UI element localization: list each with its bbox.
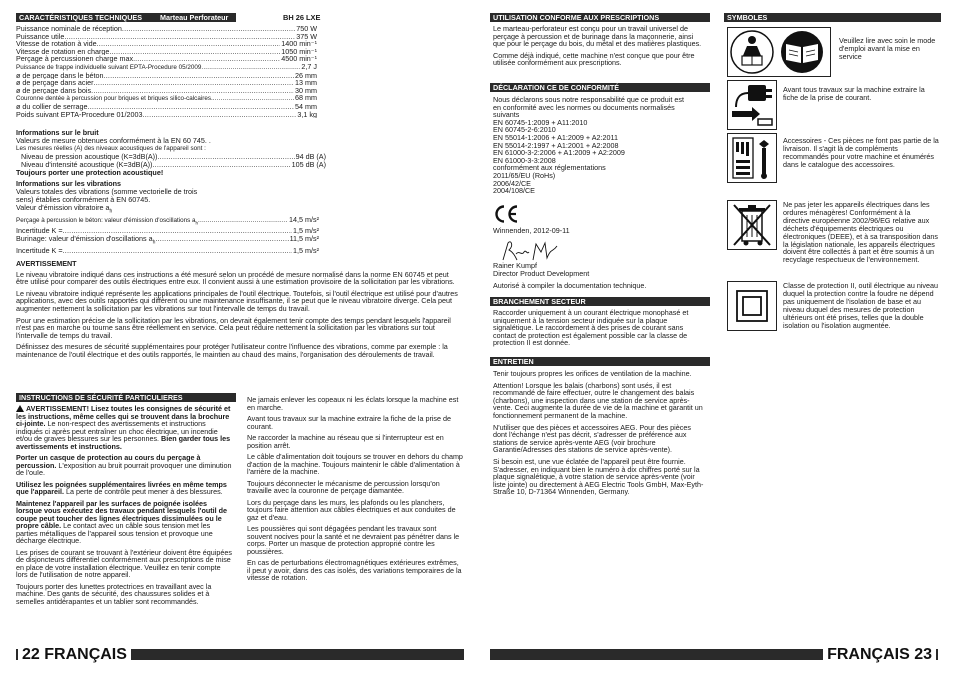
- conformity-line: EN 60745-1:2009 + A11:2010: [493, 117, 588, 127]
- spec-label: Puissance de frappe individuelle suivant EPTA-Procedure 05/2009: [16, 63, 202, 71]
- safety-paragraph: Porter un casque de protection au cours du perçage à percussion. L'exposition au bruit pourrait provoquer une diminution de l'ouïe.: [16, 453, 232, 477]
- spec-label: Poids suivant EPTA-Procedure 01/2003: [16, 110, 143, 119]
- conformity-line: EN 60745-2-6:2010: [493, 125, 556, 135]
- signatory: [493, 262, 707, 290]
- usage-paragraph: Le marteau-perforateur est conçu pour un travail universel de perçage à percussion et de burinage dans la maçonnerie, ainsi que pour le perçage du bois, du métal et des matières plastiques.: [493, 24, 702, 49]
- spec-value: 13 mm: [295, 79, 317, 87]
- safety-paragraph: Le câble d'alimentation doit toujours se trouver en dehors du champ d'action de la machine. Toujours maintenir le câble d'alimentation à l'arrière de la machine.: [247, 452, 463, 476]
- safety-paragraph: En cas de perturbations électromagnétiques extérieures extrêmes, il peut y avoir, dans des cas isolés, des variations temporaires de la vitesse de rotation.: [247, 558, 462, 582]
- usage-section: [493, 25, 705, 71]
- spec-value: 1400 min⁻¹: [281, 40, 317, 48]
- safety-paragraph: Avant tous travaux sur la machine extraire la fiche de la prise de courant.: [247, 414, 452, 431]
- safety-column-1: [16, 405, 233, 609]
- conformity-line: conformément aux réglementations: [493, 163, 606, 173]
- page-language: FRANÇAIS: [827, 646, 910, 663]
- safety-paragraph: Ne raccorder la machine au réseau que si l'interrupteur est en position arrêt.: [247, 433, 444, 450]
- conformity-line: 2006/42/CE: [493, 178, 531, 188]
- specs-title: CARACTÉRISTIQUES TECHNIQUES: [19, 13, 142, 22]
- page-number: 23: [914, 646, 932, 663]
- warning-paragraph: Pour une estimation précise de la sollicitation par les vibrations, on devrait également tenir compte des temps pendant lesquels l'appareil n'est pas en marche ou tourne sans être réellement en service. Cela peut réduire nettement la sollicitation par les vibrations sur tout l'intervalle de temps du travail.: [16, 315, 451, 340]
- page-language: FRANÇAIS: [44, 646, 127, 663]
- noise-title: Informations sur le bruit: [16, 128, 99, 137]
- signatory-authorized: Autorisé à compiler la documentation technique.: [493, 280, 647, 290]
- spec-value: 750 W: [296, 25, 317, 33]
- vibration-section: [16, 180, 319, 255]
- spec-row: [16, 111, 317, 119]
- safety-paragraph: Les poussières qui sont dégagées pendant les travaux sont souvent nocives pour la santé et ne devraient pas pénétrer dans le corps. Porter un masque de protection approprié contre les poussières.: [247, 524, 460, 556]
- ce-mark-icon: [493, 204, 519, 224]
- symbol-text: Avant tous travaux sur la machine extraire la fiche de la prise de courant.: [783, 85, 925, 102]
- page-number: 22: [22, 646, 40, 663]
- conformity-line: EN 55014-2:1997 + A1:2001 + A2:2008: [493, 140, 619, 150]
- maintenance-paragraph: Si besoin est, une vue éclatée de l'appareil peut être fournie. S'adresser, en indiquant bien le numéro à dix chiffres porté sur la plaque signalétique, à votre station de service après-vente (voir liste jointe) ou directement à AEG Electric Tools GmbH, Max-Eyth-Straße 10, D-71364 Winnenden, Germany.: [493, 456, 704, 497]
- symbol-text: Accessoires - Ces pièces ne font pas partie de la livraison. Il s'agit là de compléments recommandés pour votre machine et énumérés dans le catalogue des accessoires.: [783, 136, 939, 169]
- spec-value: 54 mm: [295, 102, 317, 111]
- spec-row: [16, 25, 317, 33]
- warning-paragraph: Le niveau vibratoire indiqué représente les applications principales de l'outil électrique. Toutefois, si l'outil électrique est utilisé pour d'autres applications, avec des outils rapportés qui diffèrent ou une maintenance insuffisante, il se peut que le niveau vibratoire diverge. Cela peut augmenter nettement la sollicitation par les vibrations sur tout l'intervalle de temps du travail.: [16, 288, 458, 313]
- spec-value: 3,1 kg: [297, 110, 317, 119]
- conformity-line: suivants: [493, 110, 520, 120]
- symbol-text: Veuillez lire avec soin le mode d'emploi avant la mise en service: [839, 36, 936, 61]
- maintenance-paragraph: Attention! Lorsque les balais (charbons) sont usés, il est recommandé de faire effectuer, outre le changement des balais (charbons), une inspection dans une station de service après-vente. Ceci augmente la durée de vie de la machine et garantit un fonctionnement permanent de la machine.: [493, 380, 703, 420]
- spec-label: Couronne dentée à percussion pour briques et briques silico-calcaires.: [16, 95, 213, 103]
- conformity-header: DÉCLARATION CE DE CONFORMITÉ: [490, 83, 710, 92]
- spec-value: 1050 min⁻¹: [281, 47, 317, 56]
- safety-paragraph: Utilisez les poignées supplémentaires livrées en même temps que l'appareil. La perte de contrôle peut mener à des blessures.: [16, 479, 227, 496]
- spec-row: [16, 63, 317, 72]
- spec-label: ø de perçage dans le béton: [16, 71, 104, 80]
- conformity-line: EN 61000-3-3:2008: [493, 155, 556, 165]
- vibration-row: Incertitude K = ..... 1,5 m/s²: [16, 247, 319, 255]
- vibration-value-label: Valeur d'émission vibratoire $a_h$: [16, 202, 113, 215]
- spec-row: [16, 72, 317, 80]
- spec-value: 26 mm: [295, 71, 317, 80]
- mains-header: BRANCHEMENT SECTEUR: [490, 297, 710, 306]
- signature-icon: [499, 240, 561, 262]
- safety-paragraph: AVERTISSEMENT! Lisez toutes les consignes de sécurité et les instructions, même celles qui se trouvent dans la brochure ci-jointe. Le non-respect des avertissements et instructions indiqués ci après peut entraîner un choc électrique, un incendie et/ou de graves blessures sur les personnes. Bien garder tous les avertissements et instructions.: [16, 404, 231, 451]
- spec-value: 375 W: [296, 32, 317, 41]
- warning-paragraph: Définissez des mesures de sécurité supplémentaires pour protéger l'utilisateur contre l'influence des vibrations, comme par exemple : la maintenance de l'outil électrique et des outils rapportés, le maintien au chaud des mains, l'organisation des déroulements de travail.: [16, 342, 448, 359]
- symbol-text: Classe de protection II, outil électrique au niveau duquel la protection contre la foudre ne dépend pas uniquement de l'isolation de base et au niveau duquel des mesures de protection ultérieurs ont été prises, telles que la double isolation ou l'isolation augmentée.: [783, 281, 939, 330]
- conformity-line: en conformité avec les normes ou documents normalisés: [493, 102, 675, 112]
- spec-label: Puissance nominale de réception: [16, 25, 122, 33]
- footer-left: [18, 646, 131, 664]
- specs-header: [16, 13, 236, 22]
- symbols-header: SYMBOLES: [724, 13, 941, 22]
- noise-intro-small: Les mesures réelles (A) des niveaux acoustiques de l'appareil sont :: [16, 144, 206, 152]
- vibration-row: Incertitude K = ..... 1,5 m/s²: [16, 227, 319, 235]
- spec-value: 2,7 J: [301, 62, 317, 71]
- maintenance-paragraph: Tenir toujours propres les orifices de ventilation de la machine.: [493, 369, 692, 378]
- specs-model: BH 26 LXE: [283, 13, 321, 22]
- footer-right: [823, 646, 936, 664]
- vibration-title: Informations sur les vibrations: [16, 179, 122, 188]
- spec-row: [16, 48, 317, 56]
- symbol-text: Ne pas jeter les appareils électriques dans les ordures ménagères! Conformément à la directive européenne 2002/96/EG relative aux déchets d'équipements électriques ou électroniques (DEEE), et à sa transposition dans la législation nationale, les appareils électriques doivent être collectés à part et être soumis à un recyclage respectueux de l'environnement.: [783, 200, 939, 265]
- mains-text: Raccorder uniquement à un courant électrique monophasé et uniquement à la tension secteur indiquée sur la plaque signalétique. Le raccordement à des prises de courant sans contact de protection est également possible car la classe de protection II est donnée.: [493, 308, 689, 348]
- noise-row: Niveau d'intensité acoustique (K=3dB(A)) ..... 105 dB (A): [16, 161, 326, 169]
- warning-section: [16, 260, 463, 363]
- vibration-row: Perçage à percussion le béton: valeur d'émission d'oscillations $a_h$ ..... 14,5 m/s²: [16, 216, 319, 227]
- spec-label: ø de perçage dans bois: [16, 86, 92, 95]
- spec-label: Perçage à percussionen charge max.: [16, 55, 136, 63]
- conformity-place-date: Winnenden, 2012-09-11: [493, 226, 570, 235]
- safety-paragraph: Les prises de courant se trouvant à l'extérieur doivent être équipées de disjoncteurs différentiel conformément aux prescriptions de mise en place de votre installation électrique. Veuillez en tenir compte lors de l'utilisation de notre appareil.: [16, 547, 232, 579]
- noise-row: Niveau de pression acoustique (K=3dB(A)) ..... 94 dB (A): [16, 153, 326, 161]
- unplug-icon: [727, 80, 777, 130]
- conformity-line: 2011/65/EU (RoHs): [493, 170, 556, 180]
- maintenance-paragraph: N'utiliser que des pièces et accessoires AEG. Pour des pièces dont l'échange n'est pas décrit, s'adresser de préférence aux stations de service après-vente AEG (voir brochure Garantie/Adresses des stations de service après-vente).: [493, 422, 691, 455]
- spec-row: [16, 103, 317, 111]
- spec-value: 4500 min⁻¹: [281, 55, 317, 63]
- signatory-name: Rainer Kumpf: [493, 261, 537, 270]
- read-manual-icon: [727, 27, 831, 77]
- safety-column-2: [247, 396, 463, 586]
- conformity-line: EN 55014-1:2006 + A1:2009 + A2:2011: [493, 132, 618, 142]
- spec-label: Vitesse de rotation en charge: [16, 47, 110, 56]
- safety-paragraph: Toujours porter des lunettes protectrices en travaillant avec la machine. Des gants de sécurité, des chaussures solides et à semelles antidérapantes et un tablier sont recommandés.: [16, 581, 212, 606]
- spec-label: Vitesse de rotation à vide: [16, 40, 97, 48]
- spec-value: 30 mm: [295, 86, 317, 95]
- warning-title: AVERTISSEMENT: [16, 259, 77, 268]
- spec-value: 68 mm: [295, 94, 317, 103]
- spec-label: ø du collier de serrage: [16, 102, 88, 111]
- vibration-intro: Valeurs totales des vibrations (somme vectorielle de trois: [16, 186, 198, 196]
- vibration-intro: sens) établies conformément à EN 60745.: [16, 194, 151, 204]
- safety-paragraph: Lors du perçage dans les murs, les plafonds ou les planchers, toujours faire attention aux câbles électriques et aux conduites de gaz et d'eau.: [247, 497, 456, 522]
- safety-paragraph: Toujours déconnecter le mécanisme de percussion lorsqu'on travaille avec la couronne de perçage diamantée.: [247, 478, 440, 495]
- safety-paragraph: Ne jamais enlever les copeaux ni les éclats lorsque la machine est en marche.: [247, 395, 459, 412]
- usage-paragraph: Comme déjà indiqué, cette machine n'est conçue que pour être utilisée conformément aux prescriptions.: [493, 50, 695, 68]
- noise-intro: Valeurs de mesure obtenues conformément à la EN 60 745. .: [16, 135, 211, 145]
- vibration-row: Burinage: valeur d'émission d'oscillations $a_h$ ..... 11,5 m/s²: [16, 235, 319, 247]
- safety-header: INSTRUCTIONS DE SÉCURITÉ PARTICULIERES: [16, 393, 236, 402]
- conformity-list: [493, 96, 707, 195]
- spec-row: [16, 55, 317, 63]
- specs-subtitle: Marteau Perforateur: [160, 13, 229, 22]
- spec-label: Puissance utile: [16, 32, 65, 41]
- weee-bin-icon: [727, 200, 777, 250]
- signatory-position: Director Product Development: [493, 268, 590, 278]
- conformity-line: EN 61000-3-2:2006 + A1:2009 + A2:2009: [493, 148, 625, 158]
- conformity-line: 2004/108/CE: [493, 186, 535, 196]
- accessories-icon: [727, 133, 777, 183]
- safety-paragraph: Maintenez l'appareil par les surfaces de poignée isolées lorsque vous exécutez des travaux pendant lesquels l'outil de coupe peut toucher des lignes électriques dissimulées ou le propre câble. Le contact avec un câble sous tension met les parties métalliques de l'appareil sous tension et provoque une décharge électrique.: [16, 498, 228, 545]
- conformity-line: Nous déclarons sous notre responsabilité que ce produit est: [493, 95, 684, 104]
- specs-table: [16, 25, 317, 118]
- class-ii-icon: [727, 281, 777, 331]
- spec-row: [16, 40, 317, 48]
- spec-row: [16, 33, 317, 41]
- maintenance-header: ENTRETIEN: [490, 357, 710, 366]
- spec-label: ø de perçage dans acier: [16, 79, 94, 87]
- spec-row: [16, 87, 317, 95]
- noise-note: Toujours porter une protection acoustique!: [16, 167, 164, 177]
- usage-header: UTILISATION CONFORME AUX PRESCRIPTIONS: [490, 13, 710, 22]
- noise-section: [16, 129, 326, 176]
- warning-paragraph: Le niveau vibratoire indiqué dans ces instructions a été mesuré selon un procédé de mesure normalisé dans la norme EN 60745 et peut être utilisé pour comparer des outils électriques entre eux. Il convient aussi à une estimation provisoire de la sollicitation par les vibrations.: [16, 269, 455, 287]
- spec-row: [16, 79, 317, 87]
- spec-row: [16, 94, 317, 103]
- maintenance-section: [493, 370, 705, 500]
